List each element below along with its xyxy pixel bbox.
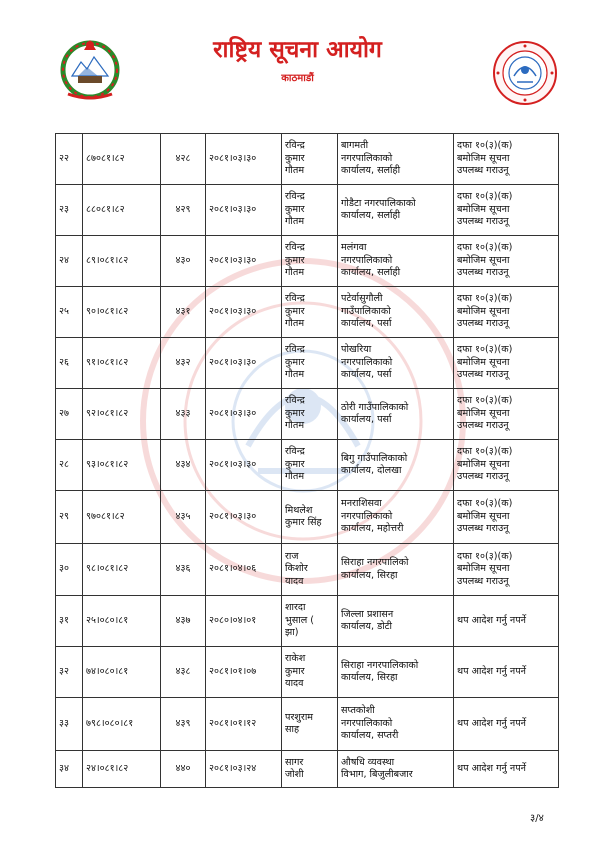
respondent-office-cell bbox=[338, 647, 454, 698]
serial-number-cell: २३ bbox=[56, 185, 83, 236]
serial-number-cell: ३३ bbox=[56, 698, 83, 751]
decision-cell bbox=[454, 647, 559, 698]
decision-line: बमोजिम सूचना bbox=[457, 203, 510, 215]
applicant-name-line: कुमार bbox=[285, 152, 305, 164]
decision-line: दफा १०(३)(क) bbox=[457, 140, 513, 152]
decision-line: बमोजिम सूचना bbox=[457, 305, 510, 317]
respondent-office-line: नगरपालिकाको bbox=[341, 152, 393, 164]
table-row bbox=[56, 491, 559, 544]
respondent-office-line: पटेर्वासुगौली bbox=[341, 293, 383, 305]
respondent-office-line: विभाग, बिजुलीबजार bbox=[341, 769, 413, 780]
serial-number-cell: २७ bbox=[56, 389, 83, 440]
applicant-name-line: यादव bbox=[285, 575, 304, 587]
decision-number-cell: ४२९ bbox=[161, 185, 206, 236]
applicant-name-line: मिथलेश bbox=[285, 504, 313, 516]
decision-line: उपलब्ध गराउनू bbox=[457, 165, 509, 177]
applicant-name-line: रविन्द्र bbox=[285, 140, 305, 152]
registration-number-cell: ९७०८१।८२ bbox=[83, 491, 161, 544]
respondent-office-line: कार्यालय, पर्सा bbox=[341, 369, 392, 381]
decision-cell bbox=[454, 698, 559, 751]
decision-date-cell: २०८१।०३।३० bbox=[206, 338, 282, 389]
registration-number-cell: ९८।०८१।८२ bbox=[83, 544, 161, 596]
decision-cell bbox=[454, 287, 559, 338]
applicant-name-line: कुमार bbox=[285, 356, 305, 368]
respondent-office-line: कार्यालय, सिरहा bbox=[341, 672, 398, 683]
respondent-office-cell bbox=[338, 389, 454, 440]
respondent-office-line: नगरपालिकाको bbox=[341, 356, 393, 368]
decision-line: उपलब्ध गराउनू bbox=[457, 420, 509, 432]
serial-number-cell: ३२ bbox=[56, 647, 83, 698]
applicant-name-line: साह bbox=[285, 724, 300, 735]
decision-cell bbox=[454, 491, 559, 544]
applicant-name-line: भुसाल ( bbox=[285, 614, 315, 626]
table-row bbox=[56, 596, 559, 647]
registration-number-cell: ८९।०८१।८२ bbox=[83, 236, 161, 287]
applicant-name-line: राकेश bbox=[285, 653, 306, 665]
decision-cell bbox=[454, 751, 559, 788]
decision-line: उपलब्ध गराउनू bbox=[457, 216, 509, 228]
applicant-name-line: रविन्द्र bbox=[285, 191, 305, 203]
table-row bbox=[56, 440, 559, 491]
table-row bbox=[56, 185, 559, 236]
applicant-name-line: कुमार bbox=[285, 305, 305, 317]
decision-line: उपलब्ध गराउनू bbox=[457, 471, 509, 483]
applicant-name-cell bbox=[282, 287, 338, 338]
decision-number-cell: ४३८ bbox=[161, 647, 206, 698]
applicant-name-cell bbox=[282, 338, 338, 389]
respondent-office-line: मनराशिसवा bbox=[341, 498, 382, 510]
applicant-name-line: गौतम bbox=[285, 216, 305, 228]
applicant-name-cell bbox=[282, 544, 338, 596]
decision-line: दफा १०(३)(क) bbox=[457, 498, 513, 510]
applicant-name-cell bbox=[282, 185, 338, 236]
applicant-name-line: गौतम bbox=[285, 267, 305, 279]
decision-cell bbox=[454, 185, 559, 236]
decision-line: बमोजिम सूचना bbox=[457, 356, 510, 368]
respondent-office-line: पोखरिया bbox=[341, 344, 372, 356]
applicant-name-cell bbox=[282, 440, 338, 491]
respondent-office-line: कार्यालय, सर्लाही bbox=[341, 267, 401, 279]
applicant-name-line: किशोर bbox=[285, 563, 308, 575]
applicant-name-line: रविन्द्र bbox=[285, 344, 305, 356]
decision-line: थप आदेश गर्नु नपर्ने bbox=[457, 614, 526, 626]
serial-number-cell: २६ bbox=[56, 338, 83, 389]
applicant-name-line: कुमार bbox=[285, 254, 305, 266]
applicant-name-line: रविन्द्र bbox=[285, 293, 305, 305]
decisions-table bbox=[55, 133, 559, 788]
respondent-office-line: बागमती bbox=[341, 140, 369, 152]
applicant-name-cell bbox=[282, 134, 338, 185]
decision-cell bbox=[454, 440, 559, 491]
decision-date-cell: २०८१।०३।३० bbox=[206, 134, 282, 185]
respondent-office-line: ठोरी गाउँपालिकाको bbox=[341, 401, 409, 413]
decision-number-cell: ४३७ bbox=[161, 596, 206, 647]
applicant-name-line: कुमार bbox=[285, 665, 305, 677]
respondent-office-cell bbox=[338, 698, 454, 751]
decision-date-cell: २०८१।०३।३० bbox=[206, 491, 282, 544]
decision-number-cell: ४३९ bbox=[161, 698, 206, 751]
respondent-office-line: बिगु गाउँपालिकाको bbox=[341, 452, 408, 464]
respondent-office-cell bbox=[338, 134, 454, 185]
respondent-office-cell bbox=[338, 596, 454, 647]
decision-cell bbox=[454, 338, 559, 389]
applicant-name-cell bbox=[282, 698, 338, 751]
decision-date-cell: २०८१।०१।०७ bbox=[206, 647, 282, 698]
page-number: ३/४ bbox=[530, 813, 544, 824]
applicant-name-line: सागर bbox=[285, 756, 304, 768]
respondent-office-line: गोडैटा नगरपालिकाको bbox=[341, 197, 416, 209]
table-row bbox=[56, 698, 559, 751]
decision-number-cell: ४३२ bbox=[161, 338, 206, 389]
decision-line: बमोजिम सूचना bbox=[457, 458, 510, 470]
applicant-name-line: राज bbox=[285, 550, 299, 562]
registration-number-cell: ७४।०८०।८१ bbox=[83, 647, 161, 698]
decision-line: दफा १०(३)(क) bbox=[457, 395, 513, 407]
decision-line: उपलब्ध गराउनू bbox=[457, 523, 509, 535]
serial-number-cell: २२ bbox=[56, 134, 83, 185]
respondent-office-line: सप्तकोशी bbox=[341, 705, 375, 717]
applicant-name-line: रविन्द्र bbox=[285, 395, 305, 407]
registration-number-cell: ९१।०८१।८२ bbox=[83, 338, 161, 389]
respondent-office-line: नगरपालिकाको bbox=[341, 510, 393, 522]
decision-line: बमोजिम सूचना bbox=[457, 563, 510, 575]
respondent-office-cell bbox=[338, 236, 454, 287]
decision-number-cell: ४३४ bbox=[161, 440, 206, 491]
decision-cell bbox=[454, 596, 559, 647]
serial-number-cell: २९ bbox=[56, 491, 83, 544]
respondent-office-line: नगरपालिकाको bbox=[341, 254, 393, 266]
serial-number-cell: २८ bbox=[56, 440, 83, 491]
decision-line: बमोजिम सूचना bbox=[457, 152, 510, 164]
decision-line: दफा १०(३)(क) bbox=[457, 550, 513, 562]
table-row bbox=[56, 236, 559, 287]
table-row bbox=[56, 134, 559, 185]
decision-date-cell: २०८१।०१।१२ bbox=[206, 698, 282, 751]
serial-number-cell: ३४ bbox=[56, 751, 83, 788]
applicant-name-line: कुमार सिंह bbox=[285, 517, 322, 528]
applicant-name-line: गौतम bbox=[285, 369, 305, 381]
applicant-name-line: कुमार bbox=[285, 407, 305, 419]
decision-line: बमोजिम सूचना bbox=[457, 510, 510, 522]
applicant-name-cell bbox=[282, 596, 338, 647]
registration-number-cell: ९०।०८१।८२ bbox=[83, 287, 161, 338]
decision-date-cell: २०८१।०३।३० bbox=[206, 185, 282, 236]
registration-number-cell: २५।०८०।८१ bbox=[83, 596, 161, 647]
decision-number-cell: ४३१ bbox=[161, 287, 206, 338]
decision-number-cell: ४३३ bbox=[161, 389, 206, 440]
applicant-name-line: गौतम bbox=[285, 165, 305, 177]
decision-date-cell: २०८०।०४।०१ bbox=[206, 596, 282, 647]
respondent-office-line: कार्यालय, महोत्तरी bbox=[341, 523, 404, 535]
respondent-office-cell bbox=[338, 287, 454, 338]
respondent-office-line: कार्यालय, सर्लाही bbox=[341, 165, 401, 177]
decision-date-cell: २०८१।०३।२४ bbox=[206, 751, 282, 788]
decision-date-cell: २०८१।०३।३० bbox=[206, 236, 282, 287]
table-body bbox=[56, 134, 559, 788]
decision-line: बमोजिम सूचना bbox=[457, 254, 510, 266]
serial-number-cell: २४ bbox=[56, 236, 83, 287]
applicant-name-line: यादव bbox=[285, 678, 304, 690]
registration-number-cell: ८८०८१।८२ bbox=[83, 185, 161, 236]
respondent-office-line: कार्यालय, सप्तरी bbox=[341, 730, 399, 742]
applicant-name-cell bbox=[282, 491, 338, 544]
respondent-office-line: कार्यालय, डोटी bbox=[341, 621, 393, 632]
decision-line: उपलब्ध गराउनू bbox=[457, 369, 509, 381]
respondent-office-cell bbox=[338, 185, 454, 236]
decision-line: थप आदेश गर्नु नपर्ने bbox=[457, 665, 526, 677]
page-subtitle: काठमाडौं bbox=[281, 73, 314, 84]
decision-line: थप आदेश गर्नु नपर्ने bbox=[457, 762, 526, 774]
table-row bbox=[56, 544, 559, 596]
decision-cell bbox=[454, 134, 559, 185]
respondent-office-line: कार्यालय, पर्सा bbox=[341, 318, 392, 330]
table-row bbox=[56, 338, 559, 389]
respondent-office-cell bbox=[338, 338, 454, 389]
respondent-office-line: सिराहा नगरपालिकाको bbox=[341, 659, 419, 671]
decision-date-cell: २०८१।०४।०६ bbox=[206, 544, 282, 596]
registration-number-cell: ९२।०८१।८२ bbox=[83, 389, 161, 440]
table-row bbox=[56, 751, 559, 788]
decision-line: उपलब्ध गराउनू bbox=[457, 267, 509, 279]
commission-seal-logo bbox=[492, 40, 558, 106]
respondent-office-line: कार्यालय, सिरहा bbox=[341, 569, 398, 581]
applicant-name-line: जोशी bbox=[285, 769, 304, 780]
respondent-office-cell bbox=[338, 491, 454, 544]
applicant-name-cell bbox=[282, 647, 338, 698]
respondent-office-line: मलंगवा bbox=[341, 242, 367, 254]
respondent-office-line: नगरपालिकाको bbox=[341, 717, 393, 729]
serial-number-cell: ३० bbox=[56, 544, 83, 596]
decision-date-cell: २०८१।०३।३० bbox=[206, 440, 282, 491]
decision-number-cell: ४३६ bbox=[161, 544, 206, 596]
applicant-name-line: परशुराम bbox=[285, 711, 314, 723]
applicant-name-cell bbox=[282, 389, 338, 440]
respondent-office-line: कार्यालय, सर्लाही bbox=[341, 210, 401, 221]
decision-cell bbox=[454, 389, 559, 440]
decision-cell bbox=[454, 544, 559, 596]
applicant-name-line: शारदा bbox=[285, 602, 306, 614]
respondent-office-cell bbox=[338, 544, 454, 596]
applicant-name-line: कुमार bbox=[285, 203, 305, 215]
respondent-office-line: औषधि व्यवस्था bbox=[341, 756, 395, 768]
decision-line: उपलब्ध गराउनू bbox=[457, 575, 509, 587]
decision-line: थप आदेश गर्नु नपर्ने bbox=[457, 717, 526, 729]
decision-date-cell: २०८१।०३।३० bbox=[206, 287, 282, 338]
decision-line: दफा १०(३)(क) bbox=[457, 293, 513, 305]
applicant-name-line: रविन्द्र bbox=[285, 242, 305, 254]
respondent-office-line: जिल्ला प्रशासन bbox=[341, 608, 394, 620]
decision-line: दफा १०(३)(क) bbox=[457, 446, 513, 458]
respondent-office-cell bbox=[338, 751, 454, 788]
respondent-office-line: सिराहा नगरपालिको bbox=[341, 557, 409, 569]
page-title: राष्ट्रिय सूचना आयोग bbox=[213, 37, 382, 63]
decision-line: उपलब्ध गराउनू bbox=[457, 318, 509, 330]
respondent-office-line: कार्यालय, पर्सा bbox=[341, 414, 392, 425]
decision-line: बमोजिम सूचना bbox=[457, 407, 510, 419]
decision-line: दफा १०(३)(क) bbox=[457, 242, 513, 254]
table-row bbox=[56, 389, 559, 440]
applicant-name-line: रविन्द्र bbox=[285, 446, 305, 458]
registration-number-cell: २४।०८१।८२ bbox=[83, 751, 161, 788]
respondent-office-line: कार्यालय, दोलखा bbox=[341, 465, 402, 476]
decision-line: दफा १०(३)(क) bbox=[457, 191, 513, 203]
serial-number-cell: ३१ bbox=[56, 596, 83, 647]
respondent-office-cell bbox=[338, 440, 454, 491]
decision-number-cell: ४४० bbox=[161, 751, 206, 788]
decision-date-cell: २०८१।०३।३० bbox=[206, 389, 282, 440]
table-row bbox=[56, 287, 559, 338]
applicant-name-cell bbox=[282, 751, 338, 788]
decision-line: दफा १०(३)(क) bbox=[457, 344, 513, 356]
decision-number-cell: ४३५ bbox=[161, 491, 206, 544]
applicant-name-line: गौतम bbox=[285, 318, 305, 330]
decision-number-cell: ४३० bbox=[161, 236, 206, 287]
registration-number-cell: ८७०८१।८२ bbox=[83, 134, 161, 185]
decision-number-cell: ४२८ bbox=[161, 134, 206, 185]
respondent-office-line: गाउँपालिकाको bbox=[341, 305, 391, 317]
registration-number-cell: ९३।०८१।८२ bbox=[83, 440, 161, 491]
applicant-name-line: कुमार bbox=[285, 458, 305, 470]
applicant-name-line: गौतम bbox=[285, 471, 305, 483]
table-row bbox=[56, 647, 559, 698]
serial-number-cell: २५ bbox=[56, 287, 83, 338]
applicant-name-cell bbox=[282, 236, 338, 287]
decision-cell bbox=[454, 236, 559, 287]
applicant-name-line: झा) bbox=[285, 627, 299, 639]
registration-number-cell: ७९८।०८०।८१ bbox=[83, 698, 161, 751]
applicant-name-line: गौतम bbox=[285, 420, 305, 432]
